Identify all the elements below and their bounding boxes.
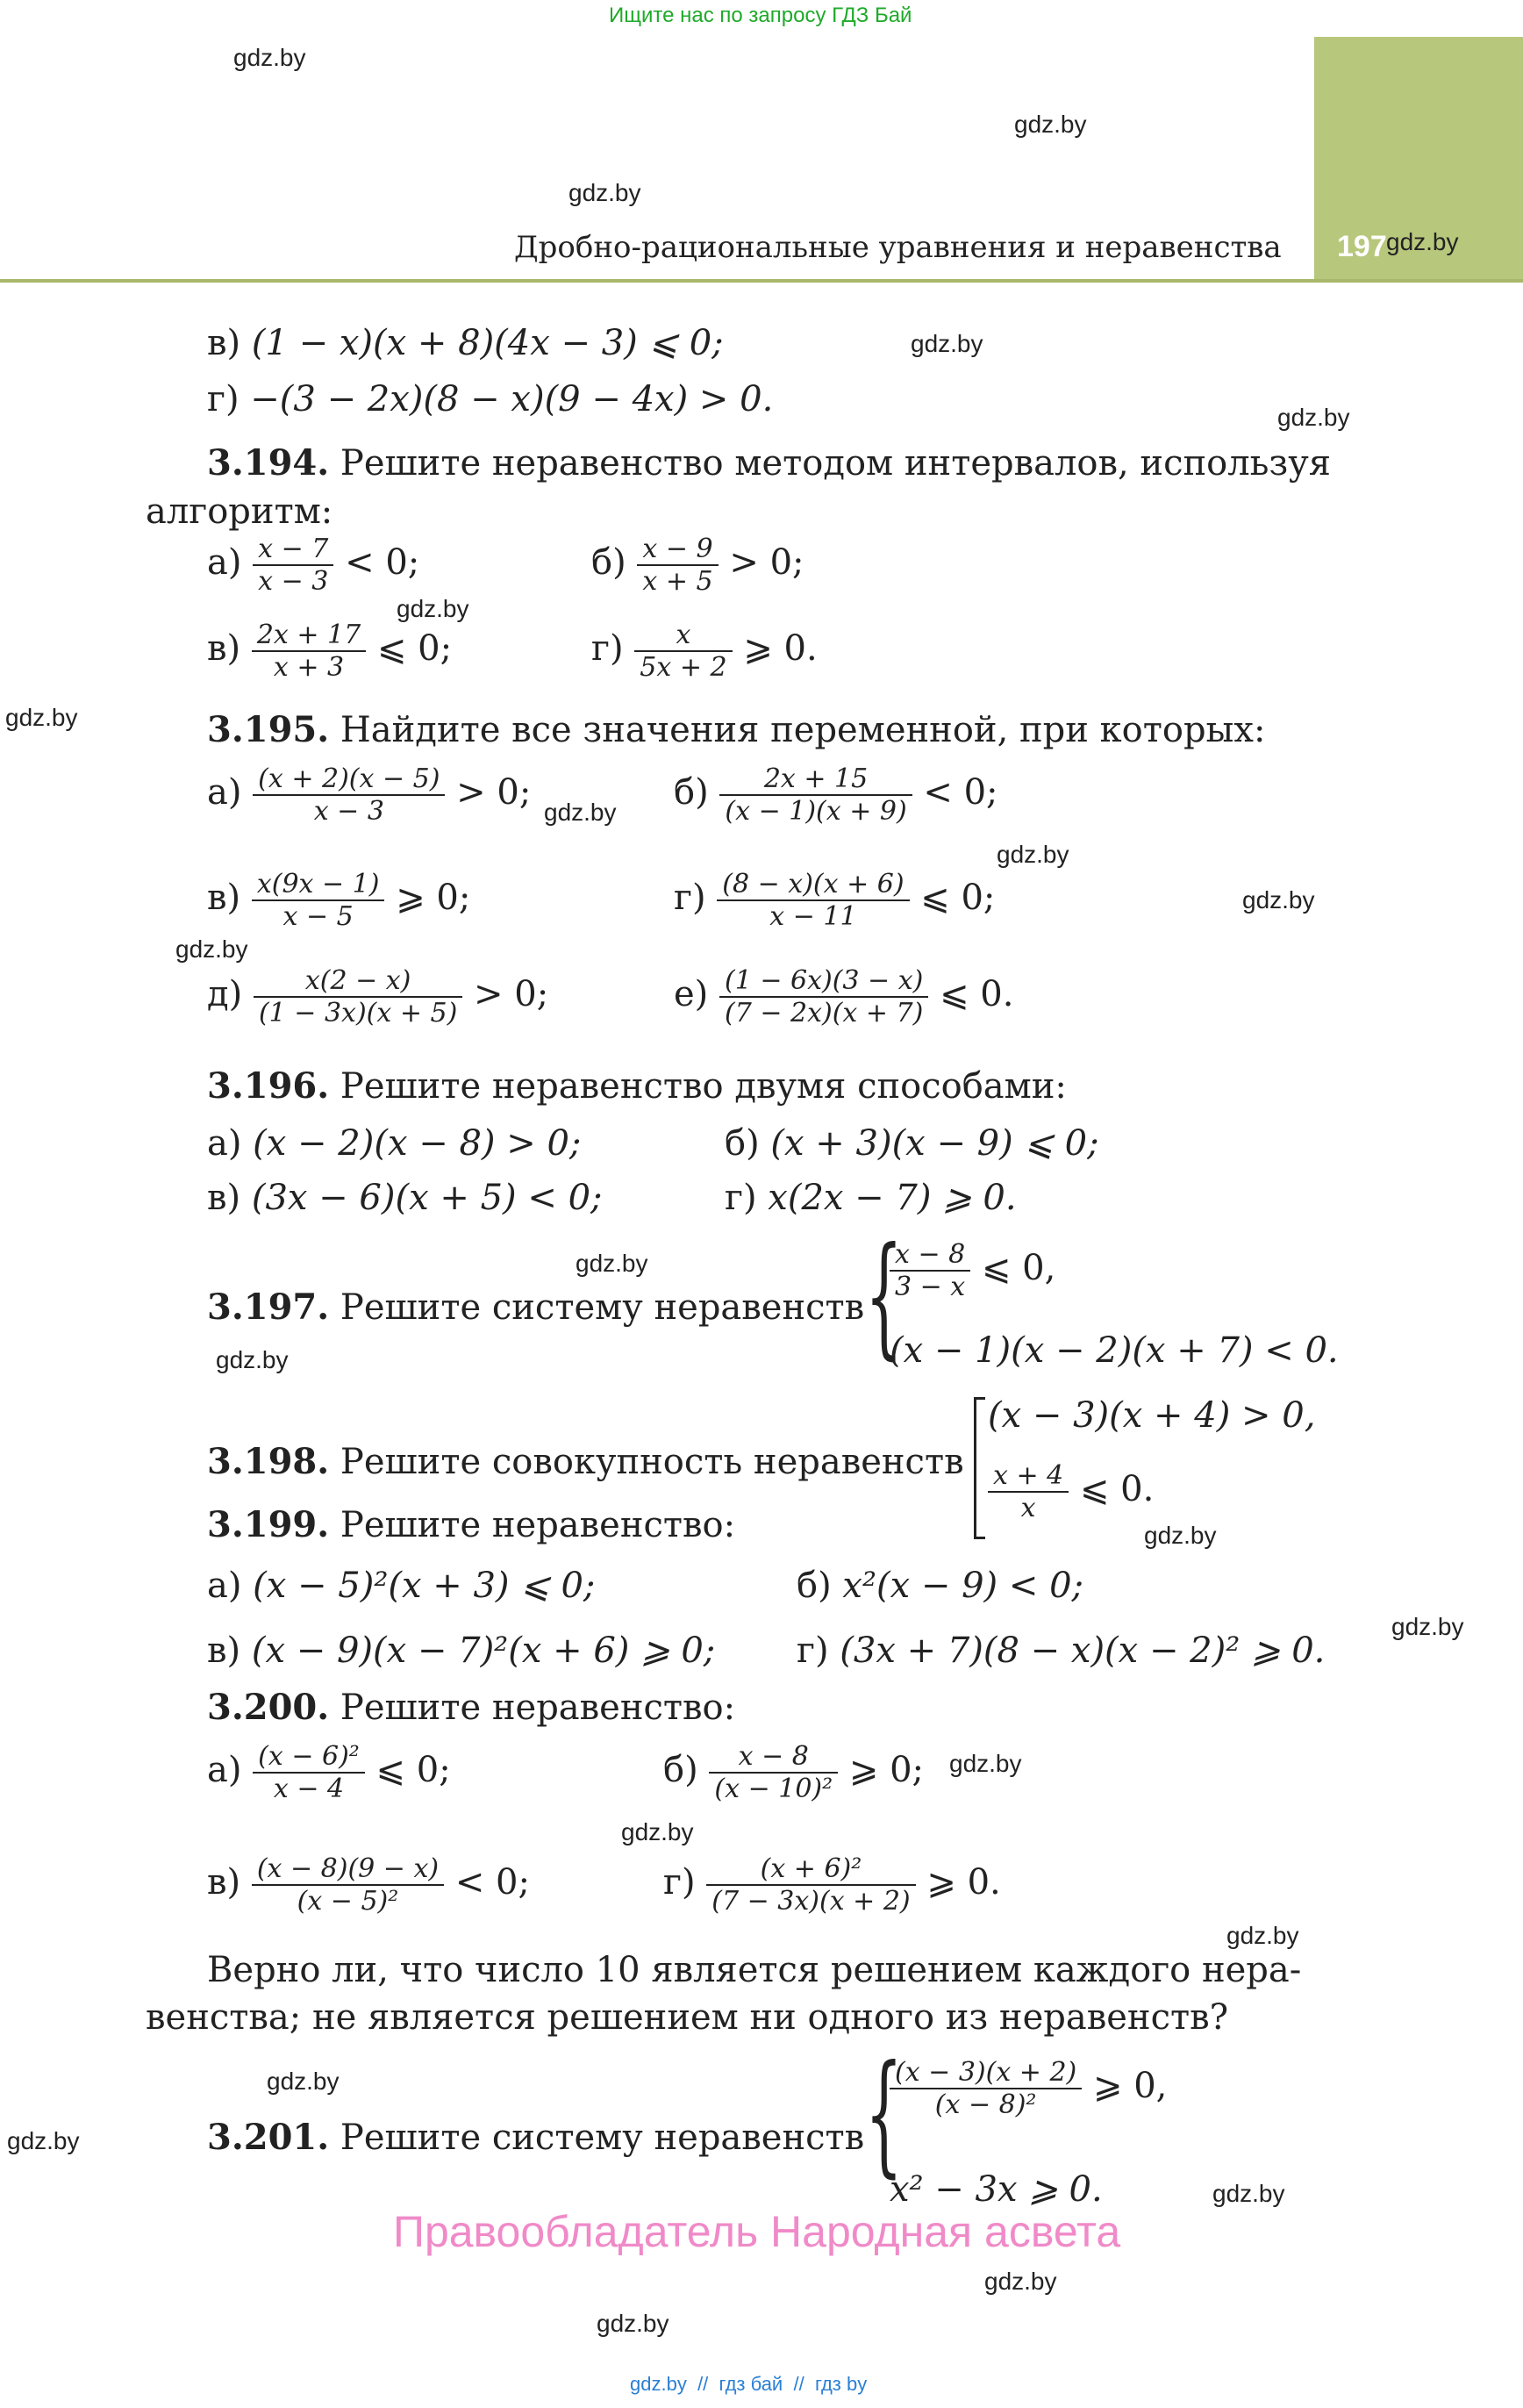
item-196b: б) (x + 3)(x − 9) ⩽ 0; bbox=[725, 1123, 1099, 1164]
item-195g: г) $\frac{(8 - x)(x + 6)}{x - 11}$ ⩽ 0; bbox=[674, 869, 996, 932]
item-199g: г) (3x + 7)(8 − x)(x − 2)² ⩾ 0. bbox=[797, 1630, 1326, 1671]
union-198-eq1: (x − 3)(x + 4) > 0, bbox=[988, 1395, 1316, 1436]
system-201-eq2: x² − 3x ⩾ 0. bbox=[890, 2169, 1103, 2210]
problem-194: 3.194. Решите неравенство методом интервалов, используя bbox=[207, 442, 1331, 484]
watermark: gdz.by bbox=[1212, 2180, 1285, 2207]
system-197-eq2: (x − 1)(x − 2)(x + 7) < 0. bbox=[890, 1330, 1339, 1371]
rights-footer: Правообладатель Народная асвета bbox=[393, 2207, 1121, 2256]
question-line: Верно ли, что число 10 является решением каждого нера- bbox=[207, 1950, 1302, 1990]
item-194v: в) $\frac{2x + 17}{x + 3}$ ⩽ 0; bbox=[207, 620, 453, 683]
watermark: gdz.by bbox=[1226, 1922, 1299, 1949]
item-196v: в) (3x − 6)(x + 5) < 0; bbox=[207, 1178, 603, 1218]
watermark: gdz.by bbox=[233, 44, 306, 71]
union-198-eq2: $\frac{x + 4}{x}$ ⩽ 0. bbox=[988, 1460, 1154, 1523]
system-201-eq1: $\frac{(x - 3)(x + 2)}{\text{(x − 8)²}}$ ⩾ 0, bbox=[890, 2057, 1167, 2120]
item-199v: в) (x − 9)(x − 7)²(x + 6) ⩾ 0; bbox=[207, 1630, 716, 1671]
watermark: gdz.by bbox=[175, 935, 248, 963]
system-197-eq1: $\frac{x - 8}{3 - x}$ ⩽ 0, bbox=[890, 1239, 1055, 1302]
item-195v: в) $\frac{x(9x - 1)}{x - 5}$ ⩾ 0; bbox=[207, 869, 471, 932]
item-200v: в) $\frac{(x - 8)(9 - x)}{\text{(x − 5)²}}$ < 0; bbox=[207, 1853, 530, 1917]
item-196g: г) x(2x − 7) ⩾ 0. bbox=[725, 1178, 1017, 1218]
watermark: gdz.by bbox=[216, 1346, 289, 1373]
watermark: gdz.by bbox=[1144, 1522, 1217, 1549]
bottom-link[interactable]: гдз бай bbox=[719, 2373, 783, 2395]
question-line: венства; не является решением ни одного из неравенств? bbox=[146, 1997, 1229, 2038]
bottom-link[interactable]: gdz.by bbox=[630, 2373, 687, 2395]
watermark: gdz.by bbox=[911, 330, 983, 357]
problem-200: 3.200. Решите неравенство: bbox=[207, 1687, 736, 1728]
item-194a: а) $\frac{x - 7}{x - 3}$ < 0; bbox=[207, 534, 420, 597]
problem-195: 3.195. Найдите все значения переменной, при которых: bbox=[207, 709, 1266, 750]
link-separator: // bbox=[793, 2373, 804, 2395]
system-brace: { bbox=[865, 2038, 903, 2190]
item-200a: а) $\frac{\text{(x − 6)²}}{x - 4}$ ⩽ 0; bbox=[207, 1741, 451, 1804]
top-note[interactable]: Ищите нас по запросу ГДЗ Бай bbox=[609, 4, 912, 27]
item-199b: б) x²(x − 9) < 0; bbox=[797, 1566, 1084, 1606]
watermark: gdz.by bbox=[1277, 404, 1350, 431]
watermark: gdz.by bbox=[597, 2310, 669, 2337]
item-199a: а) (x − 5)²(x + 3) ⩽ 0; bbox=[207, 1566, 596, 1606]
problem-194-cont: алгоритм: bbox=[146, 491, 333, 532]
running-title: Дробно-рациональные уравнения и неравенства bbox=[514, 230, 1282, 265]
page-number: 197 bbox=[1337, 230, 1387, 263]
link-separator: // bbox=[697, 2373, 709, 2395]
item-200b: б) $\frac{x - 8}{\text{(x − 10)²}}$ ⩾ 0; bbox=[663, 1741, 925, 1804]
bottom-link[interactable]: гдз by bbox=[814, 2373, 868, 2395]
item-195d: д) $\frac{x(2 - x)}{(1 - 3x)(x + 5)}$ > 0; bbox=[207, 965, 549, 1028]
system-brace: { bbox=[865, 1220, 903, 1372]
problem-201: 3.201. Решите систему неравенств bbox=[207, 2117, 865, 2158]
watermark: gdz.by bbox=[267, 2068, 340, 2095]
watermark: gdz.by bbox=[949, 1750, 1022, 1777]
header-rule bbox=[0, 279, 1523, 283]
problem-199: 3.199. Решите неравенство: bbox=[207, 1504, 736, 1545]
item-196a: а) (x − 2)(x − 8) > 0; bbox=[207, 1123, 582, 1164]
problem-line: г) −(3 − 2x)(8 − x)(9 − 4x) > 0. bbox=[207, 379, 774, 419]
watermark: gdz.by bbox=[1014, 111, 1087, 138]
watermark: gdz.by bbox=[621, 1818, 694, 1845]
item-194b: б) $\frac{x - 9}{x + 5}$ > 0; bbox=[591, 534, 804, 597]
watermark: gdz.by bbox=[1242, 886, 1315, 914]
problem-line: в) (1 − x)(x + 8)(4x − 3) ⩽ 0; bbox=[207, 323, 724, 363]
item-194g: г) $\frac{x}{5x + 2}$ ⩾ 0. bbox=[591, 620, 818, 683]
item-195e: е) $\frac{(1 - 6x)(3 - x)}{(7 - 2x)(x + 7)}$ ⩽ 0. bbox=[674, 965, 1014, 1028]
problem-198: 3.198. Решите совокупность неравенств bbox=[207, 1441, 964, 1482]
watermark: gdz.by bbox=[568, 179, 641, 206]
watermark: gdz.by bbox=[544, 799, 617, 826]
watermark: gdz.by bbox=[5, 704, 78, 731]
watermark: gdz.by bbox=[576, 1250, 648, 1277]
problem-197: 3.197. Решите систему неравенств bbox=[207, 1286, 865, 1328]
union-bracket bbox=[974, 1397, 985, 1539]
bottom-links[interactable] bbox=[630, 2373, 867, 2396]
watermark: gdz.by bbox=[7, 2127, 80, 2154]
watermark: gdz.by bbox=[984, 2268, 1057, 2295]
problem-196: 3.196. Решите неравенство двумя способами: bbox=[207, 1065, 1067, 1107]
item-195a: а) $\frac{(x + 2)(x - 5)}{x - 3}$ > 0; bbox=[207, 763, 532, 827]
watermark: gdz.by bbox=[1386, 228, 1459, 255]
item-200g: г) $\frac{\text{(x + 6)²}}{(7 - 3x)(x + 2)}$ ⩾ 0. bbox=[663, 1853, 1001, 1917]
watermark: gdz.by bbox=[1391, 1613, 1464, 1640]
watermark: gdz.by bbox=[997, 841, 1069, 868]
watermark: gdz.by bbox=[397, 595, 469, 622]
item-195b: б) $\frac{2x + 15}{(x - 1)(x + 9)}$ < 0; bbox=[674, 763, 998, 827]
